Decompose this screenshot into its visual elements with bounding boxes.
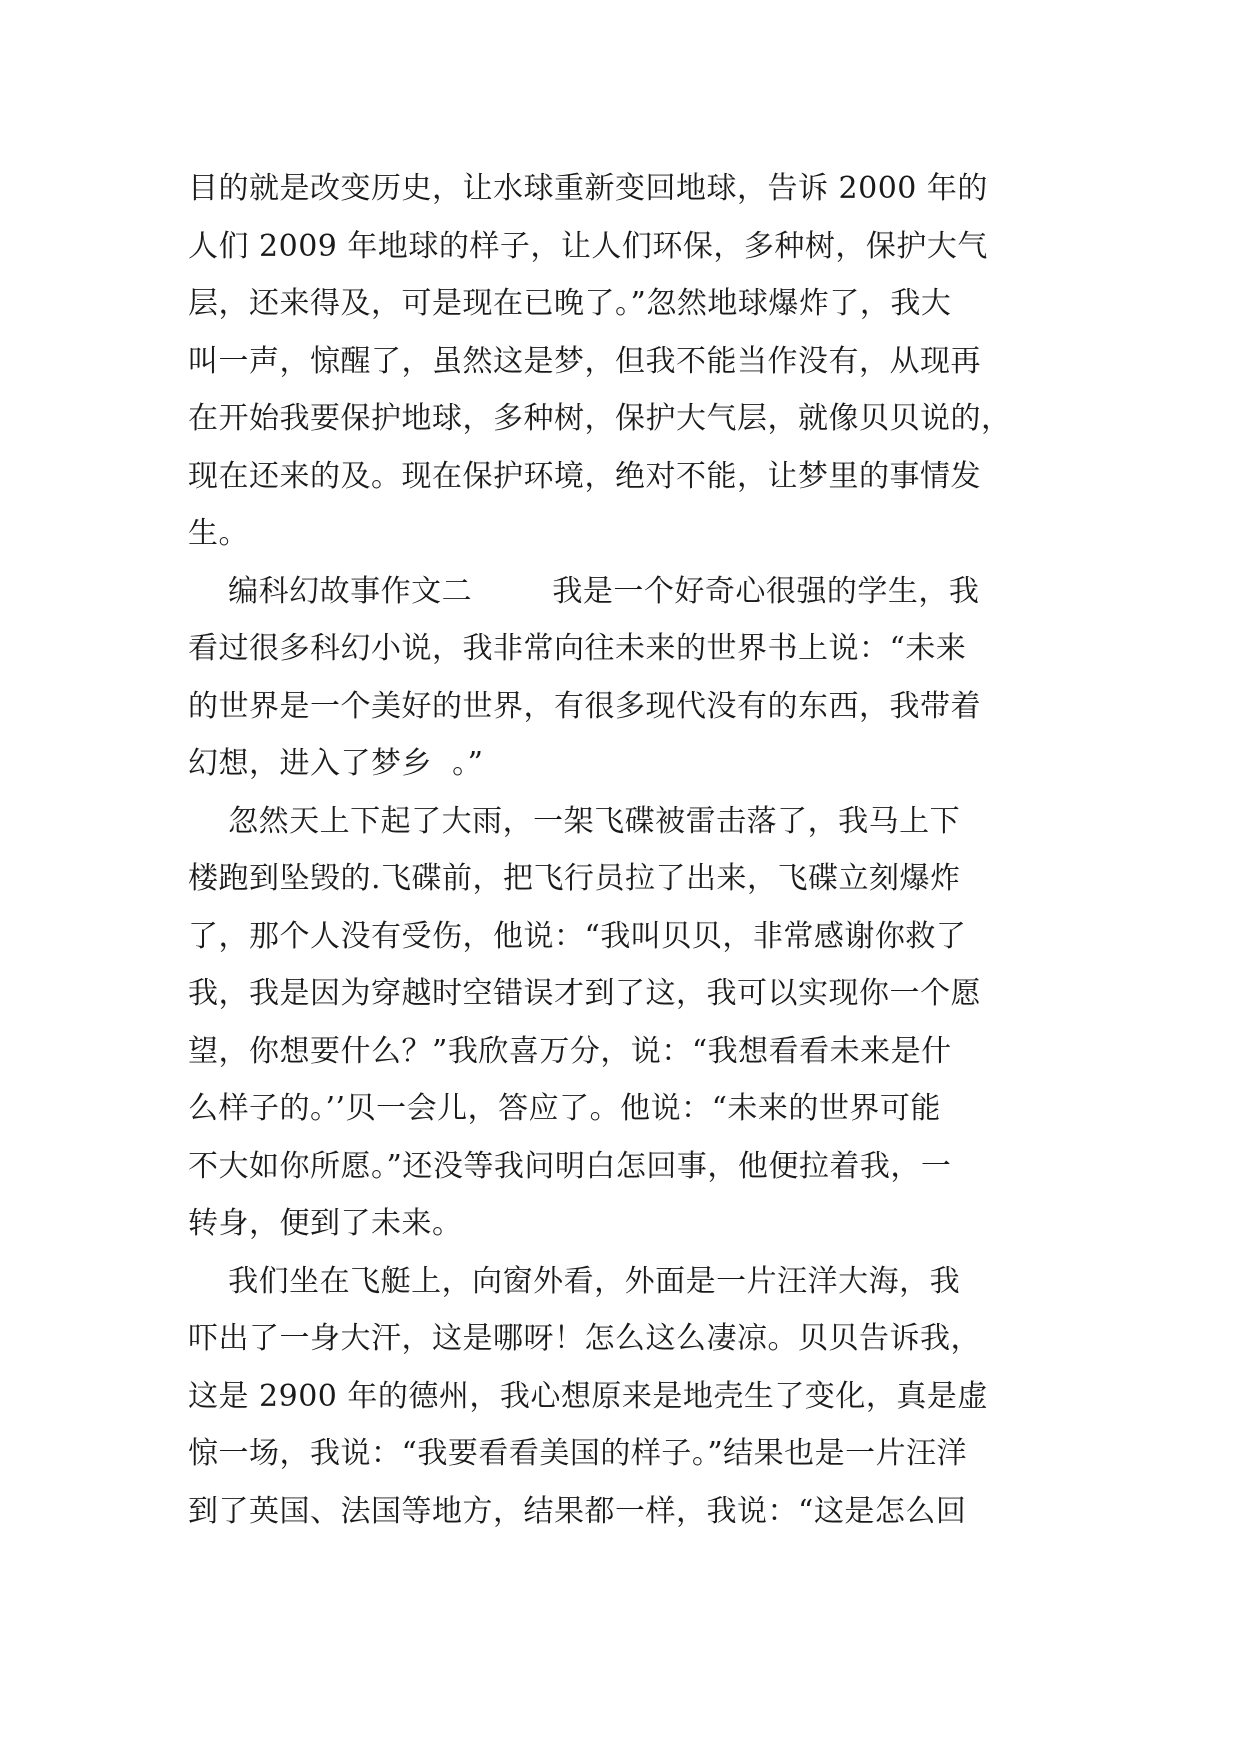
text-line: 了，那个人没有受伤，他说：“我叫贝贝，非常感谢你救了 — [188, 918, 967, 954]
text-line: 叫一声，惊醒了，虽然这是梦，但我不能当作没有，从现再 — [188, 343, 981, 379]
text-line: 我，我是因为穿越时空错误才到了这，我可以实现你一个愿 — [188, 976, 981, 1011]
text-line: 人们 2009 年地球的样子，让人们环保，多种树，保护大气 — [188, 228, 988, 264]
text-line: 不大如你所愿。”还没等我问明白怎回事，他便拉着我，一 — [188, 1148, 952, 1184]
text-line: 转身，便到了未来。 — [188, 1206, 463, 1241]
text-line: 层，还来得及，可是现在已晚了。”忽然地球爆炸了，我大 — [188, 286, 952, 321]
text-line: 到了英国、法国等地方，结果都一样，我说：“这是怎么回 — [188, 1493, 967, 1529]
text-line: 目的就是改变历史，让水球重新变回地球，告诉 2000 年的 — [188, 171, 988, 206]
text-line: 看过很多科幻小说，我非常向往未来的世界书上说：“未来 — [188, 631, 967, 666]
text-line: 我们坐在飞艇上，向窗外看，外面是一片汪洋大海，我 — [188, 1263, 961, 1299]
text-line: 惊一场，我说：“我要看看美国的样子。”结果也是一片汪洋 — [188, 1436, 968, 1471]
text-line: 望，你想要什么？”我欣喜万分，说：“我想看看未来是什 — [188, 1033, 952, 1069]
text-line: 忽然天上下起了大雨，一架飞碟被雷击落了，我马上下 — [188, 803, 961, 839]
text-line: 在开始我要保护地球，多种树，保护大气层，就像贝贝说的， — [188, 401, 1012, 436]
text-line: 生。 — [188, 516, 249, 551]
text-line: 这是 2900 年的德州，我心想原来是地壳生了变化，真是虚 — [188, 1378, 988, 1414]
text-line: 现在还来的及。现在保护环境，绝对不能，让梦里的事情发 — [188, 458, 981, 494]
text-line: 楼跑到坠毁的.飞碟前，把飞行员拉了出来，飞碟立刻爆炸 — [188, 861, 961, 896]
text-line: 吓出了一身大汗，这是哪呀！怎么这么凄凉。贝贝告诉我， — [188, 1321, 981, 1356]
text-line: 么样子的。’’贝一会儿，答应了。他说：“未来的世界可能 — [188, 1091, 941, 1126]
document-body — [188, 160, 1058, 1540]
text-line: 的世界是一个美好的世界，有很多现代没有的东西，我带着 — [188, 688, 981, 724]
text-line: 编科幻故事作文二 我是一个好奇心很强的学生，我 — [188, 573, 980, 609]
text-line: 幻想，进入了梦乡 。” — [188, 746, 484, 781]
